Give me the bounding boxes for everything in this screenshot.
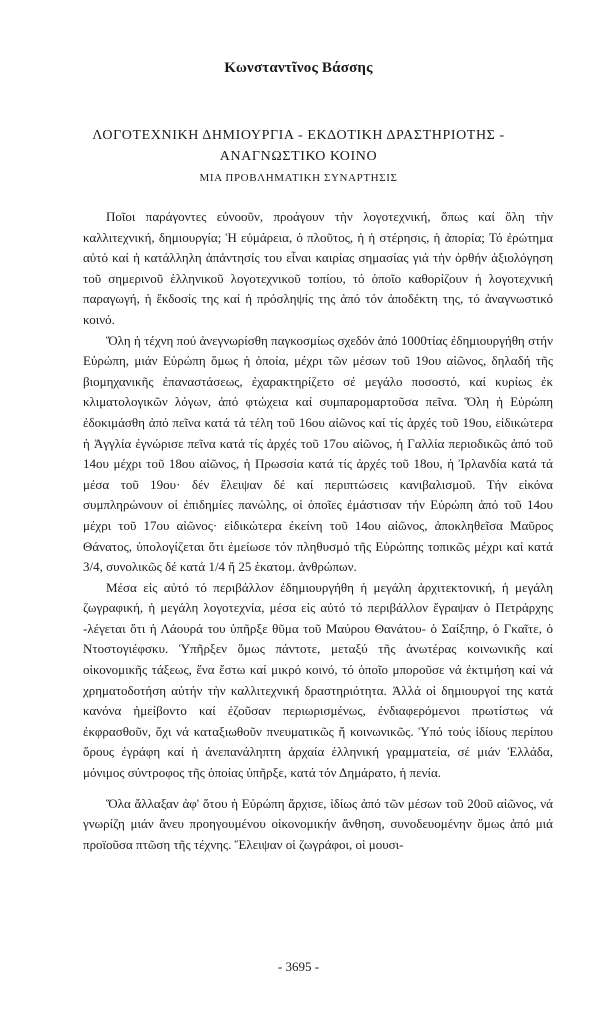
- article-title: ΛΟΓΟΤΕΧΝΙΚΗ ΔΗΜΙΟΥΡΓΙΑ - ΕΚΔΟΤΙΚΗ ΔΡΑΣΤΗΡΙΟΤΗΣ - ΑΝΑΓΝΩΣΤΙΚΟ ΚΟΙΝΟ: [92, 128, 505, 164]
- paragraph: Ποῖοι παράγοντες εὐνοοῦν, προάγουν τὴν λογοτεχνική, ὅπως καί ὅλη τὴν καλλιτεχνική, δημιουργία; Ἡ εὐμάρεια, ὁ πλοῦτος, ἡ ἡ στέρησις, ἡ ἀπορία; Τό ἐρώτημα αὐτό καί ἡ κατάλληλη ἀπάντησίς του εἶναι καιρίας σημασίας γιά τὴν ὀρθήν ἀξιολόγηση τοῦ σημερινοῦ ἑλληνικοῦ λογοτεχνικοῦ τοπίου, τό ὁποῖο καθορίζουν ἡ λογοτεχνική παραγωγή, ἡ ἔκδοσίς της καί ἡ πρόσληψίς της ἀπό τόν ἀποδέκτη της, τό ἀναγνωστικό κοινό.: [83, 209, 553, 327]
- paragraph: Μέσα εἰς αὐτό τό περιβάλλον ἐδημιουργήθη ἡ μεγάλη ἀρχιτεκτονική, ἡ μεγάλη ζωγραφική, ἡ μεγάλη λογοτεχνία, μέσα εἰς αὐτό τό περιβάλλον ἔγραψαν ὁ Πετράρχης -λέγεται ὅτι ἡ Λάουρά του ὑπῆρξε θῦμα τοῦ Μαύρου Θανάτου- ὁ Σαίξπηρ, ὁ Γκαῖτε, ὁ Ντοστογιέφσκυ. Ὑπῆρξεν ὅμως πάντοτε, μεταξύ τῆς ἀνωτέρας κοινωνικῆς καί οἰκονομικῆς τάξεως, ἕνα ἔστω καί μικρό κοινό, τό ὁποῖο μποροῦσε νά ἐκτιμήση καί νά χρηματοδοτήση αὐτήν τὴν καλλιτεχνική δραστηριότητα. Ἀλλά οἱ δημιουργοί της κατά κανόνα ἠμείβοντο καί ἐζοῦσαν περιωρισμένως, ἐνδιαφερόμενοι πρωτίστως νά ἐκφρασθοῦν, ὄχι νά καταξιωθοῦν πνευματικῶς ἤ κοινωνικῶς. Ὑπό τούς ἰδίους περίπου ὅρους ἐγράφη καί ἡ ἀνεπανάληπτη ἀρχαία ἑλληνική γραμματεία, σέ μιάν Ἑλλάδα, μόνιμος σύντροφος τῆς ὁποίας ὑπῆρξε, κατά τόν Δημάρατο, ἡ πενία.: [83, 579, 553, 781]
- author-name: Κωνσταντῖνος Βάσσης: [224, 60, 373, 76]
- article-body: [83, 207, 553, 855]
- article-subtitle: ΜΙΑ ΠΡΟΒΛΗΜΑΤΙΚΗ ΣΥΝΑΡΤΗΣΙΣ: [199, 172, 398, 184]
- paragraph: Ὅλα ἄλλαξαν ἀφ' ὅτου ἡ Εὐρώπη ἄρχισε, ἰδίως ἀπό τῶν μέσων τοῦ 20οῦ αἰῶνος, νά γνωρίζη μιάν ἄνευ προηγουμένου οἰκονομικήν ἄνθηση, συνοδευομένην ὅμως ἀπό μιά προϊοῦσα πτῶση τῆς τέχνης. Ἔλειψαν οἱ ζωγράφοι, οἱ μουσι-: [83, 795, 553, 852]
- page-number: - 3695 -: [277, 959, 320, 974]
- paragraph: Ὅλη ἡ τέχνη πού ἀνεγνωρίσθη παγκοσμίως σχεδόν ἀπό 1000τίας ἐδημιουργήθη στήν Εὐρώπη, μιάν Εὐρώπη ὅμως ἡ ὁποία, μέχρι τῶν μέσων τοῦ 19ου αἰῶνος, δηλαδή τῆς βιομηχανικῆς ἐπαναστάσεως, ἐχαρακτηρίζετο σέ μεγάλο ποσοστό, καί κυρίως ἐκ κλιματολογικῶν λόγων, ἀπό φτώχεια καί συμπαρομαρτοῦσα πεῖνα. Ὅλη ἡ Εὐρώπη ἐδοκιμάσθη ἀπό πεῖνα κατά τά τέλη τοῦ 16ου αἰῶνος καί τίς ἀρχές τοῦ 19ου, εἰδικώτερα ἡ Ἀγγλία ἐγνώρισε πεῖνα κατά τίς ἀρχές τοῦ 17ου αἰῶνος, ἡ Γαλλία περιοδικῶς ἀπό τοῦ 14ου μέχρι τοῦ 18ου αἰῶνος, ἡ Πρωσσία κατά τίς ἀρχές τοῦ 18ου, ἡ Ἰρλανδία κατά τά μέσα τοῦ 19ου· δέν ἔλειψαν δέ καί περιπτώσεις κανιβαλισμοῦ. Τήν εἰκόνα συμπληρώνουν οἱ ἐπιδημίες πανώλης, οἱ ὁποῖες ἐμάστισαν τήν Εὐρώπη ἀπό τοῦ 14ου μέχρι τοῦ 17ου αἰῶνος· εἰδικώτερα ἐκείνη τοῦ 14ου αἰῶνος, ἀποκληθεῖσα Μαῦρος Θάνατος, ὑπολογίζεται ὅτι ἐμείωσε τόν πληθυσμό τῆς Εὐρώπης τοπικῶς μέχρι καί κατά 3/4, συνολικῶς δέ κατά 1/4 ἤ 25 ἑκατομ. ἀνθρώπων.: [83, 332, 553, 575]
